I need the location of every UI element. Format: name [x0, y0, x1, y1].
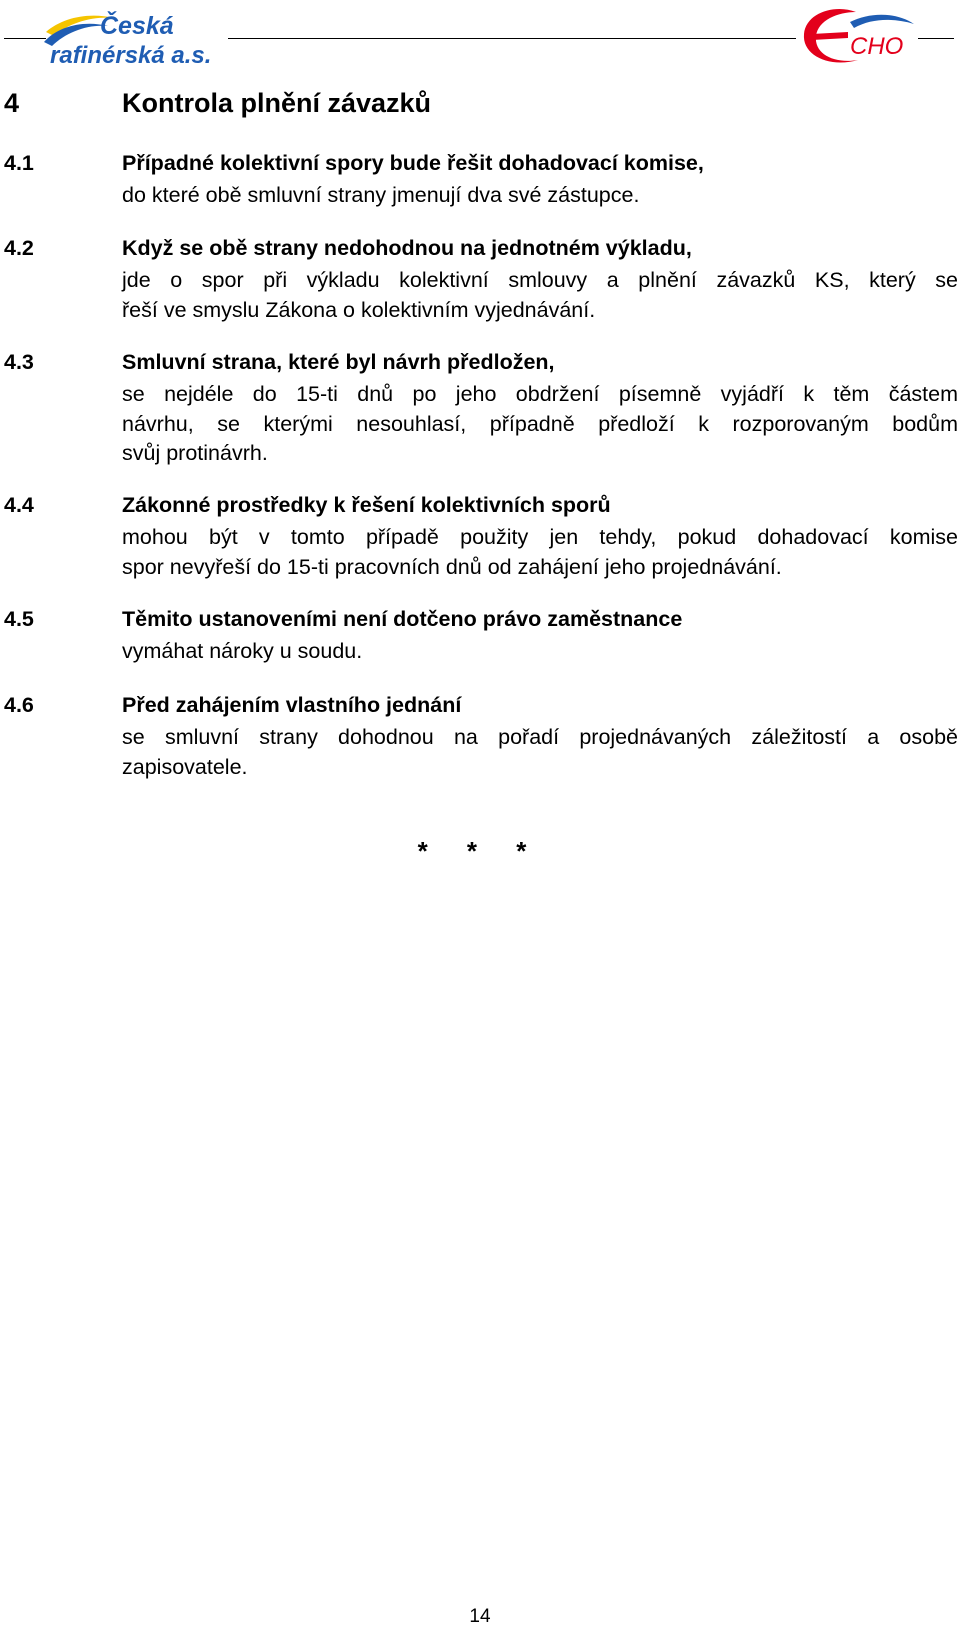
clause-body-line: spor nevyřeší do 15-ti pracovních dnů od zahájení jeho projednávání.	[122, 554, 782, 579]
echo-e-bar	[812, 32, 848, 40]
clause-heading: Před zahájením vlastního jednání	[122, 693, 462, 717]
logo-text-line2: rafinérská a.s.	[50, 42, 212, 68]
clause-number: 4.2	[4, 236, 34, 260]
clause-body	[122, 266, 958, 325]
clause-number: 4.4	[4, 493, 34, 517]
page-header	[0, 0, 960, 75]
clause-number: 4.6	[4, 693, 34, 717]
clause-body-line: se nejdéle do 15-ti dnů po jeho obdržení písemně vyjádří k těm částem	[122, 382, 958, 406]
clause-body-line: návrhu, se kterými nesouhlasí, případně předloží k rozporovaným bodům	[122, 411, 958, 436]
clause-body	[122, 181, 958, 211]
clause-heading: Případné kolektivní spory bude řešit dohadovací komise,	[122, 151, 704, 175]
clause-body-line: jde o spor při výkladu kolektivní smlouvy a plnění závazků KS, který se	[122, 268, 958, 292]
clause-4-1	[0, 148, 960, 212]
clause-4-3	[0, 347, 960, 471]
header-rule-left	[4, 38, 46, 39]
echo-blue-swoosh	[850, 15, 914, 28]
clause-body	[122, 380, 958, 469]
echo-logo	[796, 2, 920, 74]
clause-number: 4.1	[4, 151, 34, 175]
clause-body-line: svůj protinávrh.	[122, 441, 268, 465]
section-title: Kontrola plnění závazků	[122, 88, 432, 118]
echo-logo-text: CHO	[850, 33, 904, 60]
clause-heading: Těmito ustanoveními není dotčeno právo zaměstnance	[122, 607, 683, 631]
ceska-rafinerska-logo	[44, 8, 230, 68]
clause-body-line: mohou být v tomto případě použity jen tehdy, pokud dohadovací komise	[122, 525, 958, 549]
clause-number: 4.5	[4, 607, 34, 631]
clause-heading: Když se obě strany nedohodnou na jednotném výkladu,	[122, 236, 692, 260]
clause-body	[122, 637, 958, 667]
section-heading	[0, 88, 960, 124]
clause-heading: Zákonné prostředky k řešení kolektivních sporů	[122, 493, 611, 517]
clause-number: 4.3	[4, 350, 34, 374]
clause-body-line: zapisovatele.	[122, 754, 248, 779]
clause-body	[122, 723, 958, 782]
logo-text-line1: Česká	[100, 12, 174, 40]
clause-body-line: řeší ve smyslu Zákona o kolektivním vyjednávání.	[122, 297, 596, 322]
clause-heading: Smluvní strana, které byl návrh předložen,	[122, 350, 555, 374]
page-number: 14	[469, 1606, 491, 1627]
clause-body	[122, 523, 958, 582]
clause-body-line: do které obě smluvní strany jmenují dva své zástupce.	[122, 183, 640, 207]
clause-4-4	[0, 490, 960, 582]
clause-4-2	[0, 233, 960, 325]
header-rule-middle	[228, 38, 796, 39]
clause-body-line: se smluvní strany dohodnou na pořadí projednávaných záležitostí a osobě	[122, 725, 958, 749]
closing-asterisks: * * *	[417, 836, 543, 866]
section-number: 4	[4, 88, 20, 118]
clause-body-line: vymáhat nároky u soudu.	[122, 639, 363, 663]
clause-4-5	[0, 604, 960, 668]
header-rule-right	[918, 38, 954, 39]
clause-4-6	[0, 690, 960, 782]
